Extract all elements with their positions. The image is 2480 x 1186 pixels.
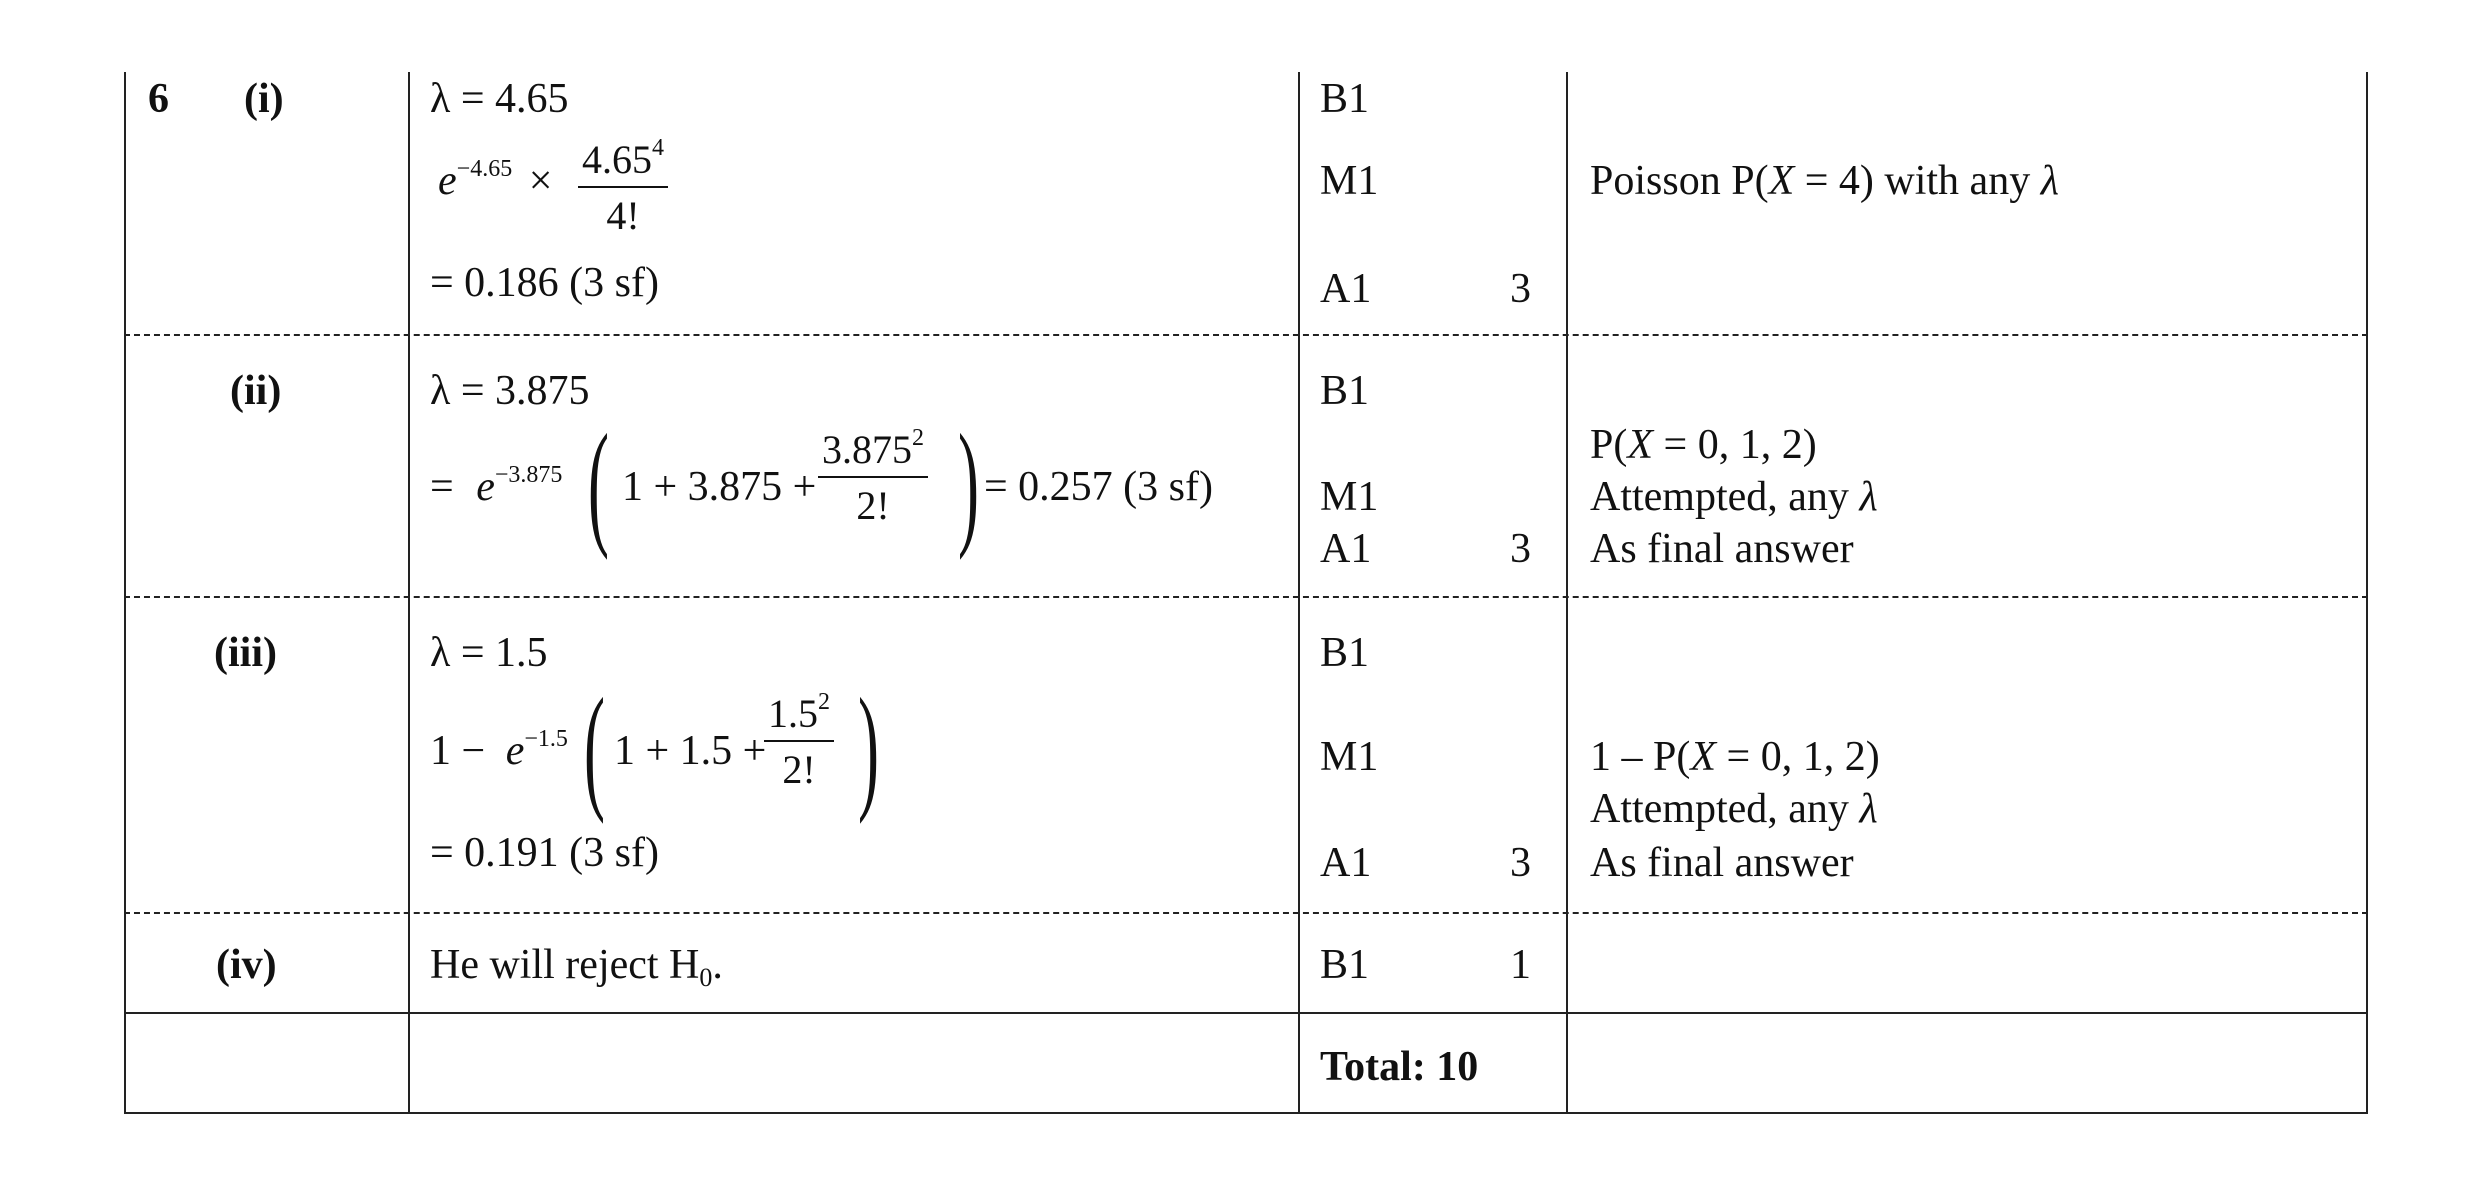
total-iv: 1 — [1510, 942, 1531, 988]
expression-iii: $1 - e^{-1.5}$ — [430, 726, 568, 774]
question-number: 6 — [148, 76, 169, 122]
mark-iii-2: M1 — [1320, 734, 1379, 780]
lambda-iii: λ = 1.5 — [430, 630, 548, 676]
expression-i — [438, 156, 553, 204]
guidance-iii-3: As final answer — [1590, 840, 1854, 886]
row-divider-ii-iii — [124, 596, 2368, 598]
column-divider-1 — [408, 72, 410, 1114]
row-divider-i-ii — [124, 334, 2368, 336]
table-border-bottom — [124, 1112, 2368, 1114]
result-i: = 0.186 (3 sf) — [430, 260, 659, 306]
exp-power: −4.65 — [456, 156, 513, 182]
mark-ii-1: B1 — [1320, 368, 1370, 414]
row-divider-iii-iv — [124, 912, 2368, 914]
exp-base: e — [476, 464, 495, 510]
mark-iii-1: B1 — [1320, 630, 1370, 676]
exp-base: e — [505, 728, 525, 774]
grand-total: Total: 10 — [1320, 1044, 1479, 1090]
inner-sum-iii: 1 + 1.5 + — [614, 728, 767, 774]
mark-i-2: M1 — [1320, 158, 1379, 204]
left-paren-ii: ( — [588, 406, 609, 561]
mark-iv: B1 — [1320, 942, 1370, 988]
fraction-iii: $\frac{1.5^2}{2!}$ — [764, 694, 834, 790]
guidance-iii-1: 1 – P(X = 0, 1, 2) — [1590, 734, 1880, 780]
lambda-ii: λ = 3.875 — [430, 368, 590, 414]
total-i: 3 — [1510, 266, 1531, 312]
mark-iii-3: A1 — [1320, 840, 1372, 886]
exp-power: −1.5 — [524, 726, 568, 752]
column-divider-2 — [1298, 72, 1300, 1114]
total-iii: 3 — [1510, 840, 1531, 886]
left-paren-iii: ( — [584, 670, 605, 825]
mark-ii-3: A1 — [1320, 526, 1372, 572]
inner-sum-ii: 1 + 3.875 + — [622, 464, 817, 510]
exp-base: e — [438, 158, 457, 204]
column-divider-3 — [1566, 72, 1568, 1114]
guidance-ii-3: As final answer — [1590, 526, 1854, 572]
guidance-iii-2: Attempted, any λ — [1590, 786, 1878, 832]
row-divider-iv-total — [124, 1012, 2368, 1014]
answer-iv: He will reject $H_0$. — [430, 942, 723, 992]
part-label-iii: (iii) — [214, 630, 277, 676]
fraction-ii: $\frac{3.875^2}{2!}$ — [818, 430, 928, 526]
lambda-i: λ = 4.65 — [430, 76, 569, 122]
fraction-numerator: 4.65 — [582, 137, 652, 182]
mark-i-3: A1 — [1320, 266, 1372, 312]
part-label-i: (i) — [244, 76, 284, 122]
expression-ii: = $e^{-3.875}$ — [430, 462, 563, 510]
result-iii: = 0.191 (3 sf) — [430, 830, 659, 876]
total-ii: 3 — [1510, 526, 1531, 572]
guidance-ii-1: P(X = 0, 1, 2) — [1590, 422, 1817, 468]
guidance-ii-2: Attempted, any λ — [1590, 474, 1878, 520]
part-label-ii: (ii) — [230, 368, 282, 414]
part-label-iv: (iv) — [216, 942, 277, 988]
fraction-denominator: 4! — [606, 193, 640, 238]
guidance-i: Poisson P(X = 4) with any λ — [1590, 158, 2059, 204]
exp-power: −3.875 — [494, 462, 563, 488]
mark-i-1: B1 — [1320, 76, 1370, 122]
mark-ii-2: M1 — [1320, 474, 1379, 520]
right-paren-iii: ) — [858, 670, 879, 825]
right-paren-ii: ) — [958, 406, 979, 561]
times-sign: × — [528, 158, 553, 204]
fraction-i — [578, 135, 668, 238]
fraction-power: 4 — [652, 135, 664, 161]
table-border-right — [2366, 72, 2368, 1114]
result-ii: = 0.257 (3 sf) — [984, 464, 1213, 510]
table-border-left — [124, 72, 126, 1114]
